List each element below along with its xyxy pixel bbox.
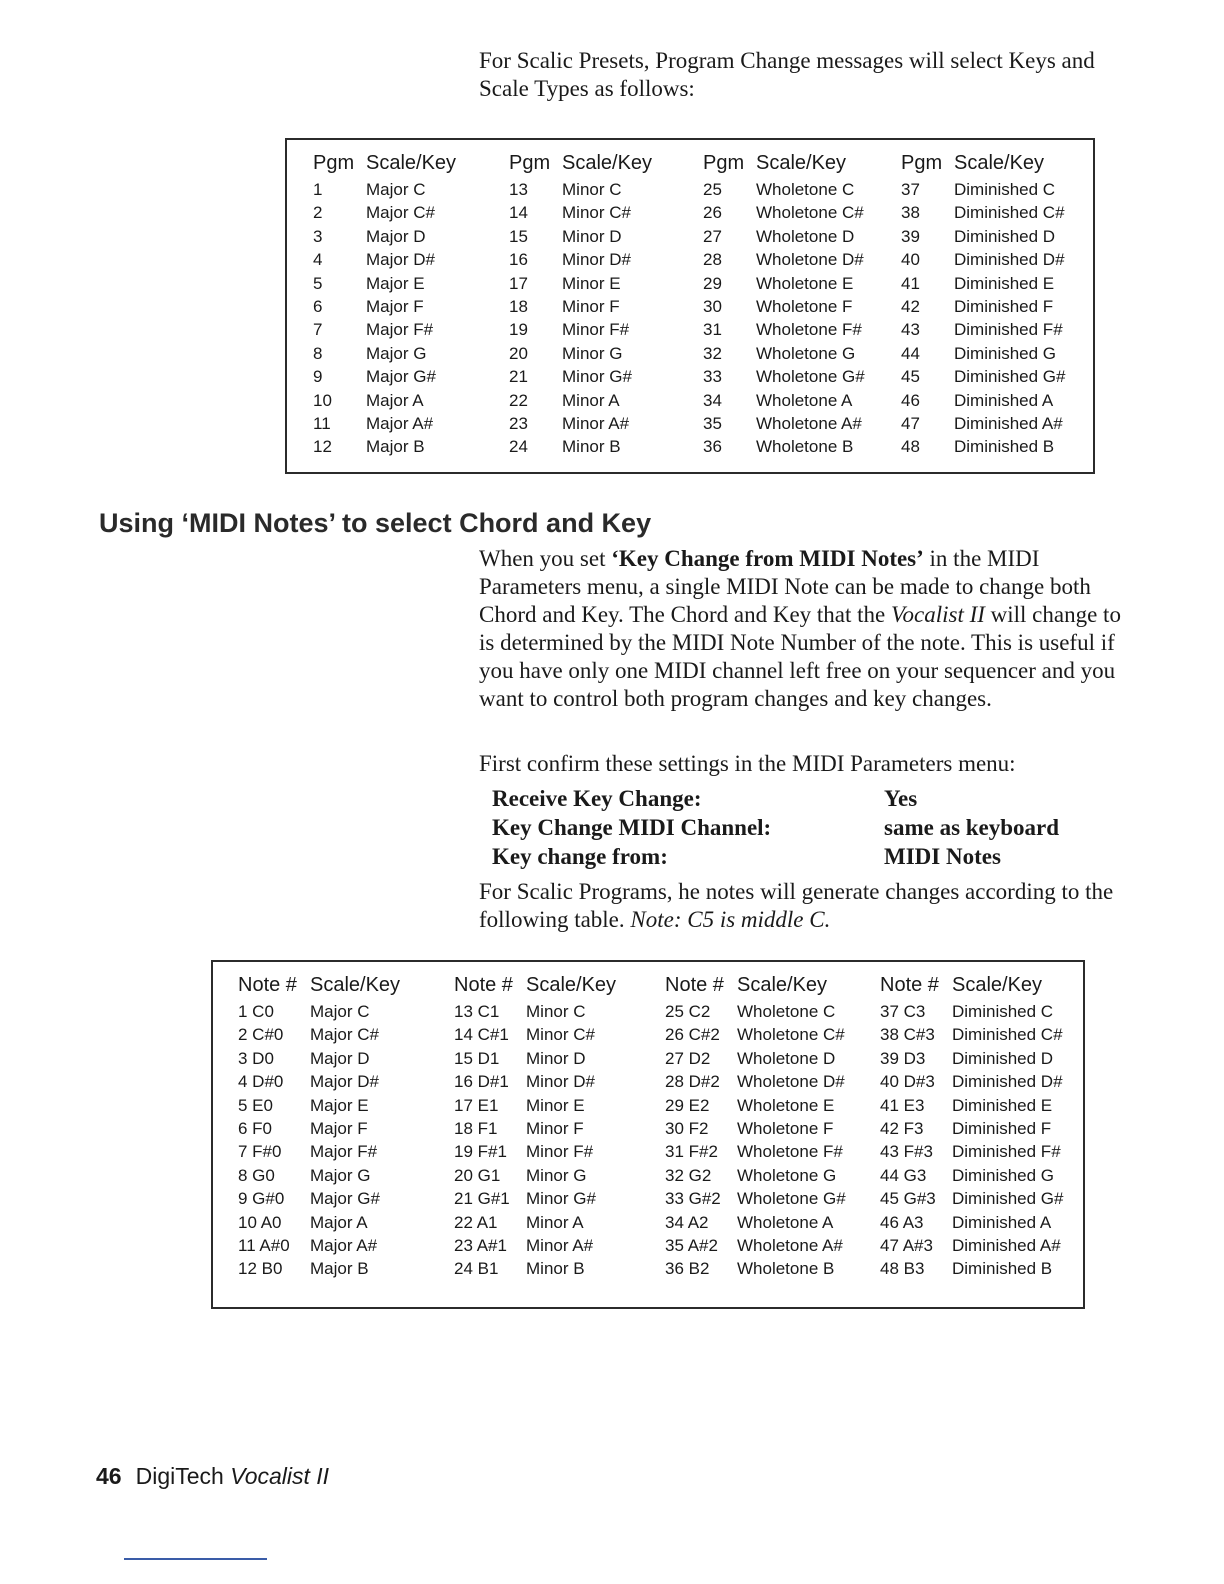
cell-number: 28	[703, 250, 722, 270]
cell-scale-key: Major F	[310, 1118, 368, 1138]
cell-number: 27 D2	[665, 1048, 711, 1068]
cell-scale-key: Diminished F	[952, 1118, 1052, 1138]
cell-scale-key: Wholetone C	[737, 1002, 836, 1021]
footer-product: Vocalist II	[230, 1463, 330, 1489]
cell-scale-key: Minor A#	[562, 413, 630, 433]
cell-scale-key: Diminished A	[954, 390, 1054, 410]
cell-scale-key: Minor C#	[526, 1025, 595, 1045]
cell-number: 4 D#0	[238, 1072, 284, 1092]
cell-scale-key: Major C#	[310, 1025, 379, 1045]
cell-scale-key: Diminished D	[954, 226, 1056, 246]
setting-label: Receive Key Change:	[492, 786, 702, 811]
cell-number: 15	[509, 226, 528, 246]
cell-number: 7 F#0	[238, 1142, 282, 1162]
cell-scale-key: Major A#	[366, 413, 434, 433]
cell-scale-key: Diminished A#	[952, 1235, 1061, 1255]
cell-number: 24	[509, 437, 528, 457]
cell-number: 40 D#3	[880, 1072, 935, 1092]
cell-number: 21 G#1	[454, 1189, 510, 1209]
cell-scale-key: Diminished D#	[952, 1072, 1063, 1092]
cell-scale-key: Minor F#	[562, 320, 630, 340]
cell-number: 40	[901, 250, 920, 270]
cell-number: 22 A1	[454, 1212, 498, 1232]
body-paragraph-key-change	[479, 545, 1129, 713]
cell-scale-key: Wholetone G#	[756, 367, 865, 387]
cell-number: 35 A#2	[665, 1235, 718, 1255]
cell-scale-key: Diminished G#	[952, 1189, 1064, 1209]
cell-number: 31 F#2	[665, 1142, 718, 1162]
cell-number: 11 A#0	[238, 1235, 290, 1255]
cell-scale-key: Major D#	[310, 1072, 379, 1092]
cell-number: 20 G1	[454, 1165, 501, 1185]
cell-number: 11	[313, 413, 331, 433]
cell-scale-key: Minor A	[562, 390, 620, 410]
cell-scale-key: Minor F	[526, 1118, 584, 1138]
cell-scale-key: Minor B	[562, 437, 621, 457]
cell-scale-key: Minor A	[526, 1212, 584, 1232]
cell-number: 46	[901, 390, 920, 410]
setting-row	[492, 813, 1112, 842]
cell-number: 39 D3	[880, 1048, 926, 1068]
cell-number: 41	[901, 273, 920, 293]
midi-note-table	[211, 960, 1085, 1309]
cell-number: 13 C1	[454, 1002, 500, 1021]
cell-scale-key: Major F#	[366, 320, 434, 340]
cell-scale-key: Minor A#	[526, 1235, 594, 1255]
header-scale-key: Scale/Key	[366, 152, 457, 174]
cell-number: 6 F0	[238, 1118, 273, 1138]
cell-number: 16 D#1	[454, 1072, 509, 1092]
header-number: Pgm	[901, 152, 943, 174]
cell-scale-key: Major G	[366, 343, 427, 363]
cell-number: 29	[703, 273, 722, 293]
cell-number: 34 A2	[665, 1212, 709, 1232]
header-scale-key: Scale/Key	[756, 152, 847, 174]
header-number: Note #	[238, 974, 297, 996]
cell-number: 7	[313, 320, 323, 340]
cell-scale-key: Wholetone G	[756, 343, 856, 363]
cell-number: 32 G2	[665, 1165, 712, 1185]
setting-value: Yes	[884, 786, 918, 811]
cell-scale-key: Minor C	[526, 1002, 586, 1021]
header-number: Note #	[880, 974, 939, 996]
cell-scale-key: Wholetone G	[737, 1165, 837, 1185]
cell-number: 15 D1	[454, 1048, 500, 1068]
cell-scale-key: Wholetone F#	[737, 1142, 843, 1162]
cell-scale-key: Major C#	[366, 203, 435, 223]
cell-scale-key: Major G	[310, 1165, 371, 1185]
header-number: Note #	[454, 974, 513, 996]
midi-settings-list	[492, 784, 1112, 871]
p1-text-b: in the MIDI Parameters menu, a single MIDI Note can be made to change both Chord and Key. The Chord and Key that the	[479, 546, 1091, 627]
cell-number: 32	[703, 343, 722, 363]
setting-label: Key change from:	[492, 844, 668, 869]
cell-number: 39	[901, 226, 920, 246]
cell-number: 37	[901, 180, 920, 199]
cell-scale-key: Wholetone C#	[737, 1025, 845, 1045]
cell-number: 14	[509, 203, 528, 223]
cell-scale-key: Minor E	[562, 273, 621, 293]
setting-value: MIDI Notes	[884, 844, 1001, 869]
cell-number: 43 F#3	[880, 1142, 933, 1162]
body-paragraph-scalic	[479, 878, 1129, 934]
cell-number: 25	[703, 180, 722, 199]
cell-number: 30	[703, 296, 722, 316]
cell-number: 5 E0	[238, 1095, 273, 1115]
cell-scale-key: Minor E	[526, 1095, 585, 1115]
cell-scale-key: Major C	[366, 180, 426, 199]
cell-number: 28 D#2	[665, 1072, 720, 1092]
cell-number: 33	[703, 367, 722, 387]
cell-number: 18 F1	[454, 1118, 498, 1138]
cell-scale-key: Major E	[366, 273, 425, 293]
p3-text: For Scalic Programs, he notes will generate changes according to the following table.	[479, 879, 1114, 932]
cell-number: 35	[703, 413, 722, 433]
cell-scale-key: Wholetone A	[756, 390, 853, 410]
cell-scale-key: Diminished A	[952, 1212, 1052, 1232]
cell-number: 26 C#2	[665, 1025, 720, 1045]
header-scale-key: Scale/Key	[952, 974, 1043, 996]
cell-scale-key: Major A#	[310, 1235, 378, 1255]
cell-number: 26	[703, 203, 722, 223]
cell-number: 36 B2	[665, 1259, 710, 1279]
cell-number: 42 F3	[880, 1118, 924, 1138]
cell-number: 9 G#0	[238, 1189, 285, 1209]
cell-scale-key: Wholetone C#	[756, 203, 864, 223]
header-scale-key: Scale/Key	[526, 974, 617, 996]
cell-number: 4	[313, 250, 323, 270]
cell-number: 37 C3	[880, 1002, 926, 1021]
cell-number: 44 G3	[880, 1165, 927, 1185]
cell-scale-key: Major B	[366, 437, 425, 457]
header-number: Pgm	[703, 152, 745, 174]
cell-scale-key: Major C	[310, 1002, 370, 1021]
cell-number: 23	[509, 413, 528, 433]
cell-number: 19	[509, 320, 528, 340]
cell-number: 21	[509, 367, 528, 387]
cell-scale-key: Minor D	[562, 226, 622, 246]
cell-number: 45 G#3	[880, 1189, 936, 1209]
cell-number: 9	[313, 367, 323, 387]
cell-number: 47 A#3	[880, 1235, 933, 1255]
cell-number: 19 F#1	[454, 1142, 507, 1162]
cell-scale-key: Wholetone A#	[737, 1235, 843, 1255]
cell-scale-key: Major D#	[366, 250, 435, 270]
cell-number: 42	[901, 296, 920, 316]
cell-scale-key: Diminished C#	[954, 203, 1065, 223]
cell-scale-key: Diminished G	[952, 1165, 1055, 1185]
cell-scale-key: Diminished E	[952, 1095, 1053, 1115]
cell-scale-key: Major D	[310, 1048, 370, 1068]
cell-scale-key: Major A	[366, 390, 424, 410]
cell-scale-key: Wholetone D#	[737, 1072, 845, 1092]
cell-scale-key: Major A	[310, 1212, 368, 1232]
cell-scale-key: Diminished F#	[952, 1142, 1061, 1162]
cell-number: 30 F2	[665, 1118, 709, 1138]
cell-scale-key: Wholetone C	[756, 180, 855, 199]
cell-number: 3	[313, 226, 323, 246]
cell-number: 25 C2	[665, 1002, 711, 1021]
cell-scale-key: Diminished C#	[952, 1025, 1063, 1045]
cell-number: 12	[313, 437, 332, 457]
cell-scale-key: Wholetone E	[737, 1095, 835, 1115]
p1-text-c: will change to is determined by the MIDI Note Number of the note. This is useful if you have only one MIDI channel left free on your sequencer and you want to control both program changes and key changes.	[479, 602, 1121, 711]
p3-note: Note: C5 is middle C.	[630, 907, 831, 932]
cell-scale-key: Wholetone E	[756, 273, 854, 293]
cell-scale-key: Wholetone B	[756, 437, 854, 457]
cell-number: 8	[313, 343, 323, 363]
p1-text-a: When you set	[479, 546, 612, 571]
header-scale-key: Scale/Key	[954, 152, 1045, 174]
cell-scale-key: Wholetone D	[756, 226, 855, 246]
cell-scale-key: Minor G#	[562, 367, 632, 387]
cell-scale-key: Diminished E	[954, 273, 1055, 293]
cell-number: 17	[509, 273, 528, 293]
cell-scale-key: Major G#	[366, 367, 436, 387]
cell-number: 48	[901, 437, 920, 457]
header-scale-key: Scale/Key	[562, 152, 653, 174]
cell-number: 5	[313, 273, 323, 293]
cell-number: 1	[313, 180, 323, 199]
cell-number: 14 C#1	[454, 1025, 509, 1045]
intro-paragraph: For Scalic Presets, Program Change messages will select Keys and Scale Types as follows:	[479, 48, 1095, 101]
p1-bold-term: ‘Key Change from MIDI Notes’	[611, 546, 924, 571]
cell-number: 27	[703, 226, 722, 246]
cell-scale-key: Minor B	[526, 1259, 585, 1279]
cell-number: 38	[901, 203, 920, 223]
cell-scale-key: Diminished C	[954, 180, 1056, 199]
cell-scale-key: Wholetone G#	[737, 1189, 846, 1209]
cell-scale-key: Minor D#	[562, 250, 631, 270]
cell-number: 16	[509, 250, 528, 270]
header-number: Note #	[665, 974, 724, 996]
cell-scale-key: Minor D#	[526, 1072, 595, 1092]
header-number: Pgm	[313, 152, 355, 174]
setting-label: Key Change MIDI Channel:	[492, 815, 772, 840]
header-scale-key: Scale/Key	[310, 974, 401, 996]
page-number: 46	[96, 1463, 122, 1489]
cell-scale-key: Minor F#	[526, 1142, 594, 1162]
cell-number: 1 C0	[238, 1002, 274, 1021]
cell-number: 31	[703, 320, 722, 340]
cell-scale-key: Diminished D	[952, 1048, 1054, 1068]
cell-scale-key: Minor F	[562, 296, 620, 316]
cell-scale-key: Wholetone F#	[756, 320, 862, 340]
header-number: Pgm	[509, 152, 551, 174]
cell-number: 18	[509, 296, 528, 316]
cell-scale-key: Minor C	[562, 180, 622, 199]
cell-scale-key: Major G#	[310, 1189, 380, 1209]
cell-scale-key: Diminished F	[954, 296, 1054, 316]
cell-scale-key: Minor G#	[526, 1189, 596, 1209]
cell-number: 23 A#1	[454, 1235, 507, 1255]
cell-number: 10 A0	[238, 1212, 282, 1232]
cell-number: 38 C#3	[880, 1025, 935, 1045]
cell-scale-key: Diminished C	[952, 1002, 1054, 1021]
cell-number: 41 E3	[880, 1095, 925, 1115]
cell-number: 2	[313, 203, 323, 223]
cell-scale-key: Minor G	[562, 343, 623, 363]
setting-value: same as keyboard	[884, 815, 1060, 840]
cell-number: 17 E1	[454, 1095, 499, 1115]
cell-scale-key: Major D	[366, 226, 426, 246]
setting-row	[492, 842, 1112, 871]
cell-number: 36	[703, 437, 722, 457]
header-scale-key: Scale/Key	[737, 974, 828, 996]
cell-number: 12 B0	[238, 1259, 283, 1279]
p1-product-name: Vocalist II	[891, 602, 985, 627]
cell-scale-key: Wholetone F	[756, 296, 853, 316]
cell-number: 29 E2	[665, 1095, 710, 1115]
cell-scale-key: Major B	[310, 1259, 369, 1279]
cell-scale-key: Major E	[310, 1095, 369, 1115]
cell-number: 44	[901, 343, 920, 363]
cell-scale-key: Diminished B	[952, 1259, 1053, 1279]
cell-scale-key: Diminished F#	[954, 320, 1063, 340]
cell-scale-key: Major F	[366, 296, 424, 316]
page-footer	[96, 1463, 329, 1490]
cell-number: 8 G0	[238, 1165, 275, 1185]
cell-number: 20	[509, 343, 528, 363]
cell-scale-key: Diminished A#	[954, 413, 1063, 433]
cell-number: 33 G#2	[665, 1189, 721, 1209]
cell-scale-key: Diminished G#	[954, 367, 1066, 387]
cell-number: 46 A3	[880, 1212, 924, 1232]
cell-scale-key: Diminished B	[954, 437, 1055, 457]
setting-row	[492, 784, 1112, 813]
cell-number: 13	[509, 180, 528, 199]
cell-scale-key: Minor G	[526, 1165, 587, 1185]
cell-scale-key: Diminished G	[954, 343, 1057, 363]
cell-scale-key: Wholetone F	[737, 1118, 834, 1138]
cell-number: 34	[703, 390, 722, 410]
cell-scale-key: Wholetone D	[737, 1048, 836, 1068]
cell-scale-key: Wholetone A#	[756, 413, 862, 433]
cell-scale-key: Wholetone A	[737, 1212, 834, 1232]
body-paragraph-confirm: First confirm these settings in the MIDI Parameters menu:	[479, 751, 1016, 776]
section-heading: Using ‘MIDI Notes’ to select Chord and Key	[99, 508, 652, 538]
footer-brand: DigiTech	[135, 1463, 224, 1489]
link-underline	[124, 1558, 267, 1560]
cell-number: 47	[901, 413, 920, 433]
cell-scale-key: Minor C#	[562, 203, 631, 223]
cell-number: 45	[901, 367, 920, 387]
cell-number: 6	[313, 296, 323, 316]
cell-scale-key: Wholetone D#	[756, 250, 864, 270]
cell-number: 2 C#0	[238, 1025, 284, 1045]
cell-scale-key: Minor D	[526, 1048, 586, 1068]
cell-number: 22	[509, 390, 528, 410]
cell-scale-key: Major F#	[310, 1142, 378, 1162]
cell-scale-key: Diminished D#	[954, 250, 1065, 270]
cell-number: 24 B1	[454, 1259, 499, 1279]
cell-number: 48 B3	[880, 1259, 925, 1279]
cell-number: 43	[901, 320, 920, 340]
cell-number: 10	[313, 390, 332, 410]
program-change-table	[285, 138, 1095, 474]
cell-number: 3 D0	[238, 1048, 274, 1068]
cell-scale-key: Wholetone B	[737, 1259, 835, 1279]
